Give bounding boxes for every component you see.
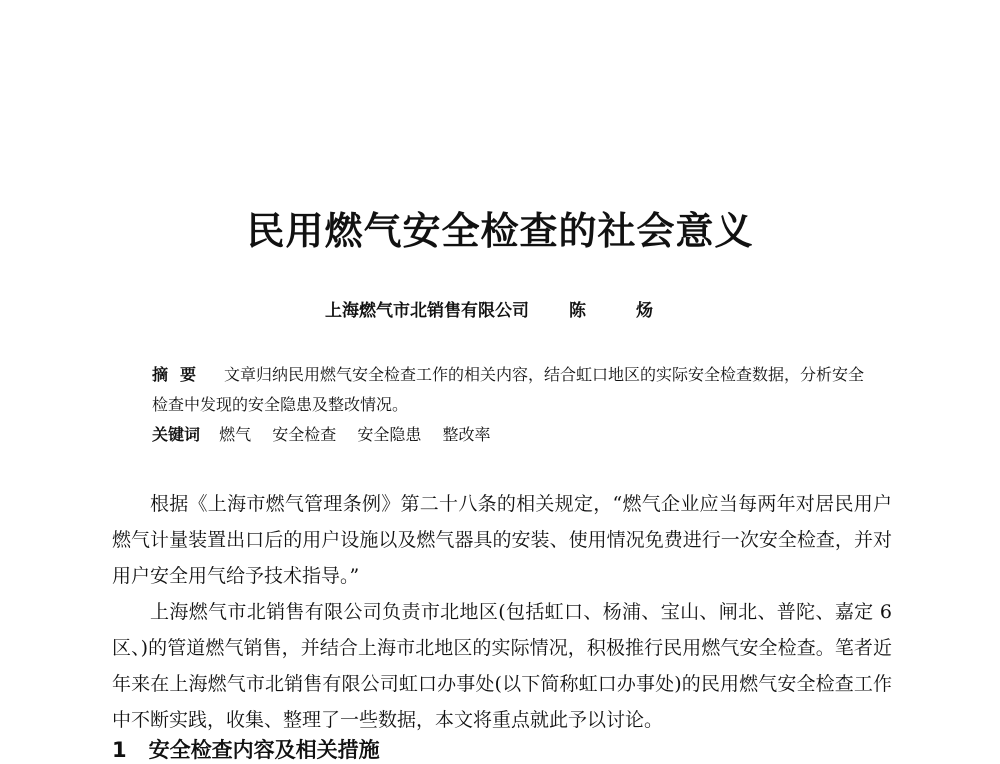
author: 陈 炀 xyxy=(569,301,675,321)
keyword: 燃气 xyxy=(219,425,252,444)
keywords-label: 关键词 xyxy=(152,425,201,444)
byline xyxy=(0,296,1000,321)
abstract-label: 摘要 xyxy=(152,365,209,384)
keyword: 安全检查 xyxy=(272,425,337,444)
body-paragraph: 根据《上海市燃气管理条例》第二十八条的相关规定，“燃气企业应当每两年对居民用户燃气计量装置出口后的用户设施以及燃气器具的安装、使用情况免费进行一次安全检查，并对用户安全用气给予技术指导。” xyxy=(112,493,892,587)
article-title: 民用燃气安全检查的社会意义 xyxy=(246,209,754,253)
abstract-block xyxy=(152,360,872,450)
keywords-line xyxy=(152,420,872,450)
affiliation: 上海燃气市北销售有限公司 xyxy=(325,301,530,321)
section-title: 安全检查内容及相关措施 xyxy=(148,738,380,762)
keyword: 整改率 xyxy=(442,425,491,444)
abstract-text: 文章归纳民用燃气安全检查工作的相关内容，结合虹口地区的实际安全检查数据，分析安全检查中发现的安全隐患及整改情况。 xyxy=(152,365,865,414)
section-number: 1 xyxy=(112,738,127,762)
abstract-text-block xyxy=(152,360,872,420)
body-text xyxy=(112,486,892,738)
keyword: 安全隐患 xyxy=(357,425,422,444)
body-paragraph: 上海燃气市北销售有限公司负责市北地区(包括虹口、杨浦、宝山、闸北、普陀、嘉定 6 区、)的管道燃气销售，并结合上海市北地区的实际情况，积极推行民用燃气安全检查。笔者近年来在上海燃气市北销售有限公司虹口办事处(以下简称虹口办事处)的民用燃气安全检查工作中不断实践，收集、整理了一些数据，本文将重点就此予以讨论。 xyxy=(112,601,892,731)
